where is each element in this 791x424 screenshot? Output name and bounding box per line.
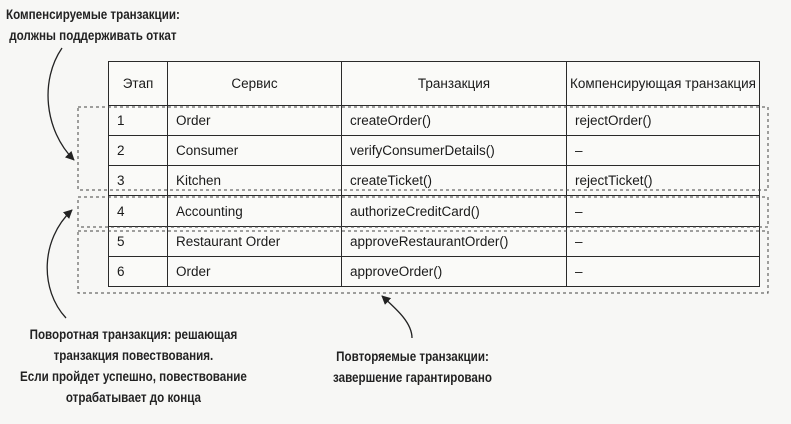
annotation-line: завершение гарантировано	[333, 370, 492, 385]
cell-service: Consumer	[168, 136, 342, 166]
cell-service: Order	[168, 106, 342, 136]
annotation-line: Если пройдет успешно, повествование	[20, 369, 247, 384]
cell-transaction: authorizeCreditCard()	[342, 196, 567, 226]
cell-service: Kitchen	[168, 166, 342, 196]
cell-compensating: –	[567, 196, 760, 226]
pivot-group-box	[78, 197, 768, 227]
annotation-line: должны поддерживать откат	[9, 28, 177, 43]
cell-compensating: –	[567, 226, 760, 256]
cell-service: Restaurant Order	[168, 226, 342, 256]
header-service: Сервис	[168, 62, 342, 106]
retriable-transactions-label	[333, 346, 492, 388]
cell-compensating: –	[567, 256, 760, 286]
cell-step: 2	[109, 136, 168, 166]
retriable-group-box	[78, 231, 768, 293]
annotation-line: транзакция повествования.	[53, 348, 214, 363]
cell-compensating: –	[567, 136, 760, 166]
annotation-line: отрабатывает до конца	[65, 390, 201, 405]
cell-service: Accounting	[168, 196, 342, 226]
compensatable-group-box	[78, 107, 768, 190]
pivot-arrow	[47, 210, 72, 318]
cell-transaction: createOrder()	[342, 106, 567, 136]
annotation-line: Поворотная транзакция: решающая	[29, 327, 238, 342]
header-transaction: Транзакция	[342, 62, 567, 106]
cell-transaction: approveRestaurantOrder()	[342, 226, 567, 256]
cell-step: 4	[109, 196, 168, 226]
annotation-line: Компенсируемые транзакции:	[6, 7, 180, 22]
cell-transaction: createTicket()	[342, 166, 567, 196]
cell-service: Order	[168, 256, 342, 286]
cell-compensating: rejectOrder()	[567, 106, 760, 136]
cell-transaction: approveOrder()	[342, 256, 567, 286]
pivot-transaction-label	[20, 324, 247, 408]
cell-compensating: rejectTicket()	[567, 166, 760, 196]
compensatable-arrow	[48, 48, 74, 160]
annotation-line: Повторяемые транзакции:	[336, 349, 489, 364]
cell-step: 6	[109, 256, 168, 286]
cell-step: 1	[109, 106, 168, 136]
cell-step: 5	[109, 226, 168, 256]
cell-transaction: verifyConsumerDetails()	[342, 136, 567, 166]
retriable-arrow	[382, 296, 412, 338]
header-compensating-transaction: Компенсирующая транзакция	[567, 62, 760, 106]
header-step: Этап	[109, 62, 168, 106]
cell-step: 3	[109, 166, 168, 196]
